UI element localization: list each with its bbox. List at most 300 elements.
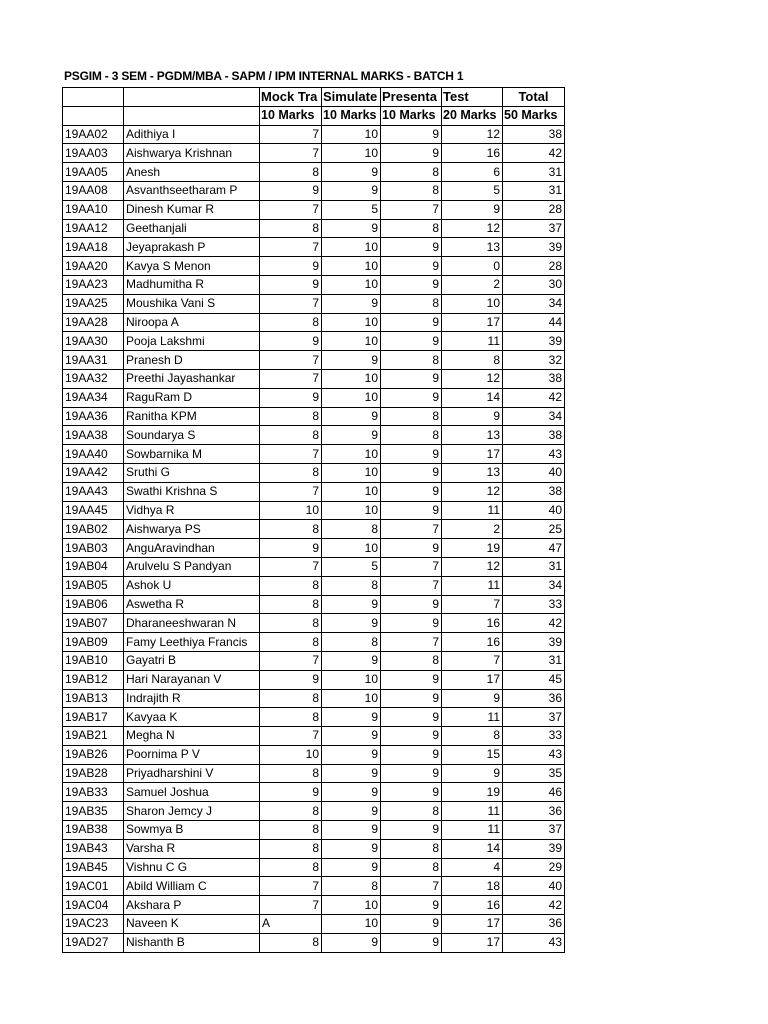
header-cell-mock-training[interactable]: Mock Tra <box>260 88 322 107</box>
roll-no-cell[interactable]: 19AA30 <box>63 332 124 351</box>
test-cell[interactable]: 16 <box>442 633 503 652</box>
test-cell[interactable]: 12 <box>442 125 503 144</box>
student-name-cell[interactable]: Vidhya R <box>124 501 260 520</box>
mock-training-cell[interactable]: 9 <box>260 332 322 351</box>
mock-training-cell[interactable]: 8 <box>260 614 322 633</box>
mock-training-cell[interactable]: 8 <box>260 576 322 595</box>
roll-no-cell[interactable]: 19AA43 <box>63 482 124 501</box>
mock-training-cell[interactable]: 8 <box>260 689 322 708</box>
mock-training-cell[interactable]: 8 <box>260 426 322 445</box>
test-cell[interactable]: 12 <box>442 369 503 388</box>
test-cell[interactable]: 11 <box>442 802 503 821</box>
total-cell[interactable]: 45 <box>503 670 565 689</box>
header-cell-roll[interactable] <box>63 88 124 107</box>
presentation-cell[interactable]: 8 <box>381 858 442 877</box>
presentation-cell[interactable]: 7 <box>381 633 442 652</box>
presentation-cell[interactable]: 9 <box>381 933 442 952</box>
simulation-cell[interactable]: 10 <box>322 257 381 276</box>
presentation-cell[interactable]: 7 <box>381 520 442 539</box>
student-name-cell[interactable]: AnguAravindhan <box>124 539 260 558</box>
simulation-cell[interactable]: 10 <box>322 369 381 388</box>
presentation-cell[interactable]: 9 <box>381 708 442 727</box>
total-cell[interactable]: 42 <box>503 388 565 407</box>
simulation-cell[interactable]: 9 <box>322 745 381 764</box>
roll-no-cell[interactable]: 19AA10 <box>63 200 124 219</box>
roll-no-cell[interactable]: 19AD27 <box>63 933 124 952</box>
mock-training-cell[interactable]: 9 <box>260 539 322 558</box>
roll-no-cell[interactable]: 19AA23 <box>63 275 124 294</box>
presentation-cell[interactable]: 9 <box>381 539 442 558</box>
mock-training-cell[interactable]: 8 <box>260 163 322 182</box>
presentation-cell[interactable]: 9 <box>381 670 442 689</box>
total-cell[interactable]: 29 <box>503 858 565 877</box>
simulation-cell[interactable]: 9 <box>322 821 381 840</box>
mock-training-cell[interactable]: 7 <box>260 125 322 144</box>
simulation-cell[interactable]: 10 <box>322 896 381 915</box>
student-name-cell[interactable]: Geethanjali <box>124 219 260 238</box>
simulation-cell[interactable]: 10 <box>322 388 381 407</box>
total-cell[interactable]: 38 <box>503 482 565 501</box>
simulation-cell[interactable]: 9 <box>322 783 381 802</box>
test-cell[interactable]: 9 <box>442 407 503 426</box>
mock-training-cell[interactable]: 7 <box>260 351 322 370</box>
total-cell[interactable]: 42 <box>503 896 565 915</box>
simulation-cell[interactable]: 10 <box>322 689 381 708</box>
simulation-cell[interactable]: 9 <box>322 614 381 633</box>
subheader-cell-test[interactable]: 20 Marks <box>442 106 503 125</box>
simulation-cell[interactable]: 8 <box>322 877 381 896</box>
roll-no-cell[interactable]: 19AA05 <box>63 163 124 182</box>
student-name-cell[interactable]: Gayatri B <box>124 651 260 670</box>
test-cell[interactable]: 13 <box>442 463 503 482</box>
simulation-cell[interactable]: 9 <box>322 839 381 858</box>
test-cell[interactable]: 17 <box>442 915 503 934</box>
test-cell[interactable]: 12 <box>442 219 503 238</box>
total-cell[interactable]: 31 <box>503 163 565 182</box>
total-cell[interactable]: 36 <box>503 802 565 821</box>
student-name-cell[interactable]: Ashok U <box>124 576 260 595</box>
header-cell-simulation[interactable]: Simulate <box>322 88 381 107</box>
mock-training-cell[interactable]: 7 <box>260 200 322 219</box>
simulation-cell[interactable]: 10 <box>322 501 381 520</box>
roll-no-cell[interactable]: 19AB02 <box>63 520 124 539</box>
student-name-cell[interactable]: Akshara P <box>124 896 260 915</box>
student-name-cell[interactable]: Swathi Krishna S <box>124 482 260 501</box>
total-cell[interactable]: 43 <box>503 445 565 464</box>
mock-training-cell[interactable]: 8 <box>260 708 322 727</box>
total-cell[interactable]: 38 <box>503 369 565 388</box>
test-cell[interactable]: 9 <box>442 200 503 219</box>
total-cell[interactable]: 47 <box>503 539 565 558</box>
student-name-cell[interactable]: Sruthi G <box>124 463 260 482</box>
mock-training-cell[interactable]: 10 <box>260 501 322 520</box>
roll-no-cell[interactable]: 19AB43 <box>63 839 124 858</box>
simulation-cell[interactable]: 8 <box>322 520 381 539</box>
simulation-cell[interactable]: 9 <box>322 802 381 821</box>
presentation-cell[interactable]: 9 <box>381 125 442 144</box>
simulation-cell[interactable]: 9 <box>322 727 381 746</box>
presentation-cell[interactable]: 9 <box>381 689 442 708</box>
mock-training-cell[interactable]: 8 <box>260 219 322 238</box>
student-name-cell[interactable]: Aishwarya Krishnan <box>124 144 260 163</box>
total-cell[interactable]: 38 <box>503 125 565 144</box>
roll-no-cell[interactable]: 19AA36 <box>63 407 124 426</box>
student-name-cell[interactable]: Megha N <box>124 727 260 746</box>
roll-no-cell[interactable]: 19AB45 <box>63 858 124 877</box>
test-cell[interactable]: 19 <box>442 783 503 802</box>
total-cell[interactable]: 34 <box>503 294 565 313</box>
roll-no-cell[interactable]: 19AA38 <box>63 426 124 445</box>
mock-training-cell[interactable]: 8 <box>260 858 322 877</box>
student-name-cell[interactable]: Nishanth B <box>124 933 260 952</box>
presentation-cell[interactable]: 9 <box>381 915 442 934</box>
roll-no-cell[interactable]: 19AB07 <box>63 614 124 633</box>
mock-training-cell[interactable]: 8 <box>260 633 322 652</box>
roll-no-cell[interactable]: 19AB17 <box>63 708 124 727</box>
total-cell[interactable]: 40 <box>503 877 565 896</box>
total-cell[interactable]: 31 <box>503 651 565 670</box>
mock-training-cell[interactable]: 7 <box>260 651 322 670</box>
student-name-cell[interactable]: RaguRam D <box>124 388 260 407</box>
presentation-cell[interactable]: 9 <box>381 896 442 915</box>
presentation-cell[interactable]: 9 <box>381 445 442 464</box>
mock-training-cell[interactable]: 7 <box>260 482 322 501</box>
test-cell[interactable]: 12 <box>442 557 503 576</box>
mock-training-cell[interactable]: 8 <box>260 520 322 539</box>
total-cell[interactable]: 32 <box>503 351 565 370</box>
simulation-cell[interactable]: 10 <box>322 463 381 482</box>
student-name-cell[interactable]: Aswetha R <box>124 595 260 614</box>
presentation-cell[interactable]: 7 <box>381 200 442 219</box>
presentation-cell[interactable]: 8 <box>381 426 442 445</box>
subheader-cell-roll[interactable] <box>63 106 124 125</box>
presentation-cell[interactable]: 9 <box>381 783 442 802</box>
presentation-cell[interactable]: 9 <box>381 332 442 351</box>
test-cell[interactable]: 16 <box>442 144 503 163</box>
roll-no-cell[interactable]: 19AB10 <box>63 651 124 670</box>
simulation-cell[interactable]: 5 <box>322 200 381 219</box>
mock-training-cell[interactable]: 8 <box>260 802 322 821</box>
roll-no-cell[interactable]: 19AA42 <box>63 463 124 482</box>
total-cell[interactable]: 31 <box>503 557 565 576</box>
mock-training-cell[interactable]: 7 <box>260 445 322 464</box>
mock-training-cell[interactable]: 7 <box>260 877 322 896</box>
test-cell[interactable]: 17 <box>442 313 503 332</box>
student-name-cell[interactable]: Kavyaa K <box>124 708 260 727</box>
simulation-cell[interactable]: 9 <box>322 651 381 670</box>
total-cell[interactable]: 37 <box>503 219 565 238</box>
presentation-cell[interactable]: 9 <box>381 614 442 633</box>
test-cell[interactable]: 17 <box>442 933 503 952</box>
test-cell[interactable]: 19 <box>442 539 503 558</box>
test-cell[interactable]: 8 <box>442 727 503 746</box>
presentation-cell[interactable]: 9 <box>381 369 442 388</box>
test-cell[interactable]: 12 <box>442 482 503 501</box>
test-cell[interactable]: 6 <box>442 163 503 182</box>
simulation-cell[interactable]: 9 <box>322 163 381 182</box>
header-cell-name[interactable] <box>124 88 260 107</box>
mock-training-cell[interactable]: 8 <box>260 463 322 482</box>
presentation-cell[interactable]: 9 <box>381 727 442 746</box>
total-cell[interactable]: 38 <box>503 426 565 445</box>
test-cell[interactable]: 13 <box>442 238 503 257</box>
roll-no-cell[interactable]: 19AA28 <box>63 313 124 332</box>
roll-no-cell[interactable]: 19AC04 <box>63 896 124 915</box>
subheader-cell-name[interactable] <box>124 106 260 125</box>
mock-training-cell[interactable]: 9 <box>260 275 322 294</box>
simulation-cell[interactable]: 10 <box>322 915 381 934</box>
test-cell[interactable]: 15 <box>442 745 503 764</box>
student-name-cell[interactable]: Sowbarnika M <box>124 445 260 464</box>
simulation-cell[interactable]: 9 <box>322 351 381 370</box>
test-cell[interactable]: 4 <box>442 858 503 877</box>
roll-no-cell[interactable]: 19AB04 <box>63 557 124 576</box>
subheader-cell-presentation[interactable]: 10 Marks <box>381 106 442 125</box>
mock-training-cell[interactable]: 7 <box>260 727 322 746</box>
student-name-cell[interactable]: Sowmya B <box>124 821 260 840</box>
student-name-cell[interactable]: Dinesh Kumar R <box>124 200 260 219</box>
mock-training-cell[interactable]: 8 <box>260 407 322 426</box>
roll-no-cell[interactable]: 19AB33 <box>63 783 124 802</box>
total-cell[interactable]: 36 <box>503 915 565 934</box>
mock-training-cell[interactable]: 8 <box>260 839 322 858</box>
student-name-cell[interactable]: Varsha R <box>124 839 260 858</box>
student-name-cell[interactable]: Adithiya I <box>124 125 260 144</box>
total-cell[interactable]: 34 <box>503 407 565 426</box>
test-cell[interactable]: 11 <box>442 821 503 840</box>
student-name-cell[interactable]: Indrajith R <box>124 689 260 708</box>
total-cell[interactable]: 31 <box>503 181 565 200</box>
student-name-cell[interactable]: Priyadharshini V <box>124 764 260 783</box>
presentation-cell[interactable]: 8 <box>381 294 442 313</box>
test-cell[interactable]: 5 <box>442 181 503 200</box>
student-name-cell[interactable]: Arulvelu S Pandyan <box>124 557 260 576</box>
total-cell[interactable]: 28 <box>503 257 565 276</box>
student-name-cell[interactable]: Asvanthseetharam P <box>124 181 260 200</box>
mock-training-cell[interactable]: 9 <box>260 388 322 407</box>
total-cell[interactable]: 37 <box>503 821 565 840</box>
student-name-cell[interactable]: Soundarya S <box>124 426 260 445</box>
simulation-cell[interactable]: 9 <box>322 407 381 426</box>
roll-no-cell[interactable]: 19AC23 <box>63 915 124 934</box>
subheader-cell-mock-training[interactable]: 10 Marks <box>260 106 322 125</box>
mock-training-cell[interactable]: 7 <box>260 238 322 257</box>
roll-no-cell[interactable]: 19AA45 <box>63 501 124 520</box>
mock-training-cell[interactable]: 8 <box>260 595 322 614</box>
total-cell[interactable]: 28 <box>503 200 565 219</box>
total-cell[interactable]: 33 <box>503 727 565 746</box>
student-name-cell[interactable]: Vishnu C G <box>124 858 260 877</box>
test-cell[interactable]: 2 <box>442 275 503 294</box>
simulation-cell[interactable]: 10 <box>322 332 381 351</box>
simulation-cell[interactable]: 10 <box>322 482 381 501</box>
header-cell-total[interactable]: Total <box>503 88 565 107</box>
total-cell[interactable]: 40 <box>503 463 565 482</box>
roll-no-cell[interactable]: 19AA18 <box>63 238 124 257</box>
simulation-cell[interactable]: 9 <box>322 181 381 200</box>
student-name-cell[interactable]: Pranesh D <box>124 351 260 370</box>
presentation-cell[interactable]: 8 <box>381 181 442 200</box>
presentation-cell[interactable]: 7 <box>381 877 442 896</box>
simulation-cell[interactable]: 8 <box>322 576 381 595</box>
presentation-cell[interactable]: 9 <box>381 275 442 294</box>
student-name-cell[interactable]: Preethi Jayashankar <box>124 369 260 388</box>
presentation-cell[interactable]: 9 <box>381 257 442 276</box>
presentation-cell[interactable]: 8 <box>381 651 442 670</box>
student-name-cell[interactable]: Samuel Joshua <box>124 783 260 802</box>
mock-training-cell[interactable]: A <box>260 915 322 934</box>
total-cell[interactable]: 43 <box>503 933 565 952</box>
roll-no-cell[interactable]: 19AA34 <box>63 388 124 407</box>
roll-no-cell[interactable]: 19AB21 <box>63 727 124 746</box>
presentation-cell[interactable]: 8 <box>381 802 442 821</box>
total-cell[interactable]: 46 <box>503 783 565 802</box>
mock-training-cell[interactable]: 9 <box>260 181 322 200</box>
presentation-cell[interactable]: 9 <box>381 238 442 257</box>
mock-training-cell[interactable]: 8 <box>260 933 322 952</box>
total-cell[interactable]: 30 <box>503 275 565 294</box>
mock-training-cell[interactable]: 7 <box>260 557 322 576</box>
test-cell[interactable]: 11 <box>442 501 503 520</box>
presentation-cell[interactable]: 9 <box>381 745 442 764</box>
subheader-cell-simulation[interactable]: 10 Marks <box>322 106 381 125</box>
simulation-cell[interactable]: 9 <box>322 933 381 952</box>
student-name-cell[interactable]: Jeyaprakash P <box>124 238 260 257</box>
student-name-cell[interactable]: Naveen K <box>124 915 260 934</box>
student-name-cell[interactable]: Poornima P V <box>124 745 260 764</box>
student-name-cell[interactable]: Moushika Vani S <box>124 294 260 313</box>
total-cell[interactable]: 43 <box>503 745 565 764</box>
test-cell[interactable]: 7 <box>442 651 503 670</box>
presentation-cell[interactable]: 8 <box>381 351 442 370</box>
mock-training-cell[interactable]: 7 <box>260 896 322 915</box>
presentation-cell[interactable]: 8 <box>381 219 442 238</box>
roll-no-cell[interactable]: 19AA08 <box>63 181 124 200</box>
simulation-cell[interactable]: 10 <box>322 313 381 332</box>
student-name-cell[interactable]: Kavya S Menon <box>124 257 260 276</box>
test-cell[interactable]: 13 <box>442 426 503 445</box>
student-name-cell[interactable]: Famy Leethiya Francis <box>124 633 260 652</box>
roll-no-cell[interactable]: 19AB13 <box>63 689 124 708</box>
presentation-cell[interactable]: 9 <box>381 144 442 163</box>
presentation-cell[interactable]: 9 <box>381 764 442 783</box>
simulation-cell[interactable]: 9 <box>322 294 381 313</box>
test-cell[interactable]: 17 <box>442 445 503 464</box>
roll-no-cell[interactable]: 19AB38 <box>63 821 124 840</box>
total-cell[interactable]: 35 <box>503 764 565 783</box>
presentation-cell[interactable]: 8 <box>381 839 442 858</box>
simulation-cell[interactable]: 9 <box>322 426 381 445</box>
total-cell[interactable]: 34 <box>503 576 565 595</box>
roll-no-cell[interactable]: 19AB26 <box>63 745 124 764</box>
total-cell[interactable]: 44 <box>503 313 565 332</box>
presentation-cell[interactable]: 7 <box>381 557 442 576</box>
roll-no-cell[interactable]: 19AB28 <box>63 764 124 783</box>
presentation-cell[interactable]: 9 <box>381 482 442 501</box>
test-cell[interactable]: 11 <box>442 576 503 595</box>
roll-no-cell[interactable]: 19AA03 <box>63 144 124 163</box>
total-cell[interactable]: 42 <box>503 614 565 633</box>
roll-no-cell[interactable]: 19AB03 <box>63 539 124 558</box>
total-cell[interactable]: 33 <box>503 595 565 614</box>
header-cell-presentation[interactable]: Presenta <box>381 88 442 107</box>
mock-training-cell[interactable]: 10 <box>260 745 322 764</box>
simulation-cell[interactable]: 10 <box>322 539 381 558</box>
presentation-cell[interactable]: 9 <box>381 821 442 840</box>
roll-no-cell[interactable]: 19AB05 <box>63 576 124 595</box>
mock-training-cell[interactable]: 9 <box>260 783 322 802</box>
simulation-cell[interactable]: 10 <box>322 125 381 144</box>
test-cell[interactable]: 16 <box>442 614 503 633</box>
simulation-cell[interactable]: 9 <box>322 219 381 238</box>
roll-no-cell[interactable]: 19AB35 <box>63 802 124 821</box>
test-cell[interactable]: 8 <box>442 351 503 370</box>
mock-training-cell[interactable]: 9 <box>260 257 322 276</box>
mock-training-cell[interactable]: 7 <box>260 144 322 163</box>
presentation-cell[interactable]: 9 <box>381 595 442 614</box>
student-name-cell[interactable]: Dharaneeshwaran N <box>124 614 260 633</box>
student-name-cell[interactable]: Sharon Jemcy J <box>124 802 260 821</box>
simulation-cell[interactable]: 10 <box>322 275 381 294</box>
simulation-cell[interactable]: 9 <box>322 764 381 783</box>
total-cell[interactable]: 40 <box>503 501 565 520</box>
student-name-cell[interactable]: Niroopa A <box>124 313 260 332</box>
presentation-cell[interactable]: 9 <box>381 463 442 482</box>
simulation-cell[interactable]: 9 <box>322 595 381 614</box>
total-cell[interactable]: 39 <box>503 238 565 257</box>
header-cell-test[interactable]: Test <box>442 88 503 107</box>
total-cell[interactable]: 42 <box>503 144 565 163</box>
student-name-cell[interactable]: Pooja Lakshmi <box>124 332 260 351</box>
student-name-cell[interactable]: Ranitha KPM <box>124 407 260 426</box>
student-name-cell[interactable]: Anesh <box>124 163 260 182</box>
roll-no-cell[interactable]: 19AA02 <box>63 125 124 144</box>
simulation-cell[interactable]: 5 <box>322 557 381 576</box>
simulation-cell[interactable]: 10 <box>322 144 381 163</box>
test-cell[interactable]: 16 <box>442 896 503 915</box>
test-cell[interactable]: 14 <box>442 839 503 858</box>
total-cell[interactable]: 25 <box>503 520 565 539</box>
presentation-cell[interactable]: 7 <box>381 576 442 595</box>
student-name-cell[interactable]: Aishwarya PS <box>124 520 260 539</box>
roll-no-cell[interactable]: 19AA32 <box>63 369 124 388</box>
simulation-cell[interactable]: 9 <box>322 858 381 877</box>
test-cell[interactable]: 2 <box>442 520 503 539</box>
test-cell[interactable]: 7 <box>442 595 503 614</box>
test-cell[interactable]: 11 <box>442 332 503 351</box>
roll-no-cell[interactable]: 19AA20 <box>63 257 124 276</box>
test-cell[interactable]: 0 <box>442 257 503 276</box>
simulation-cell[interactable]: 10 <box>322 670 381 689</box>
roll-no-cell[interactable]: 19AB12 <box>63 670 124 689</box>
total-cell[interactable]: 39 <box>503 633 565 652</box>
simulation-cell[interactable]: 10 <box>322 238 381 257</box>
test-cell[interactable]: 10 <box>442 294 503 313</box>
subheader-cell-total[interactable]: 50 Marks <box>503 106 565 125</box>
presentation-cell[interactable]: 8 <box>381 163 442 182</box>
mock-training-cell[interactable]: 8 <box>260 313 322 332</box>
roll-no-cell[interactable]: 19AB09 <box>63 633 124 652</box>
simulation-cell[interactable]: 8 <box>322 633 381 652</box>
test-cell[interactable]: 9 <box>442 764 503 783</box>
mock-training-cell[interactable]: 7 <box>260 294 322 313</box>
presentation-cell[interactable]: 9 <box>381 313 442 332</box>
simulation-cell[interactable]: 10 <box>322 445 381 464</box>
roll-no-cell[interactable]: 19AC01 <box>63 877 124 896</box>
mock-training-cell[interactable]: 8 <box>260 764 322 783</box>
mock-training-cell[interactable]: 7 <box>260 369 322 388</box>
total-cell[interactable]: 39 <box>503 332 565 351</box>
